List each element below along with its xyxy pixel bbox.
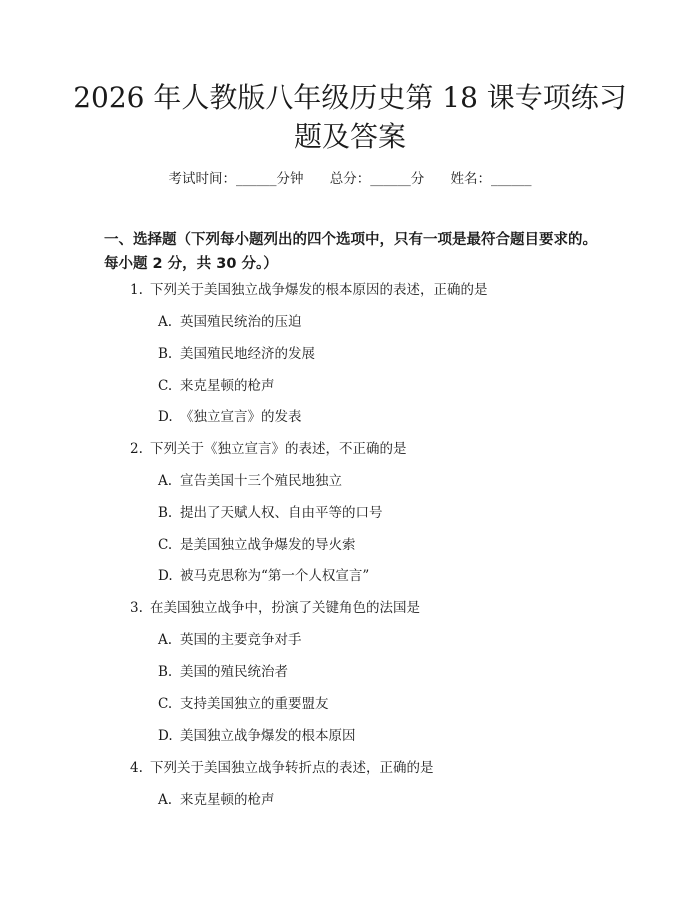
option-text: 来克星顿的枪声 bbox=[180, 792, 275, 808]
total-score-field: 总分：______分 bbox=[329, 171, 425, 187]
option-letter: C. bbox=[158, 378, 173, 394]
option-item bbox=[158, 791, 275, 809]
option-text: 美国殖民地经济的发展 bbox=[180, 346, 315, 362]
option-text: 是美国独立战争爆发的导火索 bbox=[180, 537, 356, 553]
option-item bbox=[158, 504, 383, 522]
option-item bbox=[158, 345, 315, 363]
option-text: 支持美国独立的重要盟友 bbox=[180, 696, 329, 712]
exam-time-field: 考试时间：______分钟 bbox=[168, 171, 304, 187]
option-text: 来克星顿的枪声 bbox=[180, 378, 275, 394]
option-item bbox=[158, 567, 369, 585]
option-letter: A. bbox=[158, 792, 173, 808]
question-number: 1. bbox=[130, 282, 143, 298]
option-item bbox=[158, 727, 356, 745]
exam-info bbox=[0, 170, 700, 188]
question-stem bbox=[130, 759, 434, 777]
option-item bbox=[158, 631, 302, 649]
section-heading: 一、选择题（下列每小题列出的四个选项中，只有一项是最符合题目要求的。每小题 2 分，共 30 分。） bbox=[104, 232, 597, 272]
question-number: 4. bbox=[130, 760, 143, 776]
option-letter: D. bbox=[158, 568, 173, 584]
option-item bbox=[158, 377, 275, 395]
option-text: 美国的殖民统治者 bbox=[180, 664, 288, 680]
option-item bbox=[158, 313, 302, 331]
option-letter: C. bbox=[158, 696, 173, 712]
student-name-field: 姓名：______ bbox=[450, 171, 532, 187]
option-text: 英国殖民统治的压迫 bbox=[180, 314, 302, 330]
question-text: 下列关于美国独立战争爆发的根本原因的表述，正确的是 bbox=[150, 282, 488, 298]
title-line-1: 2026 年人教版八年级历史第 18 课专项练习 bbox=[73, 81, 627, 114]
option-letter: A. bbox=[158, 632, 173, 648]
option-letter: D. bbox=[158, 728, 173, 744]
option-text: 《独立宣言》的发表 bbox=[180, 409, 302, 425]
question-stem bbox=[130, 281, 488, 299]
option-letter: B. bbox=[158, 664, 173, 680]
question-text: 在美国独立战争中，扮演了关键角色的法国是 bbox=[150, 600, 420, 616]
option-text: 宣告美国十三个殖民地独立 bbox=[180, 473, 342, 489]
option-text: 被马克思称为“第一个人权宣言” bbox=[180, 568, 370, 584]
question-number: 3. bbox=[130, 600, 143, 616]
option-item bbox=[158, 663, 288, 681]
option-item bbox=[158, 536, 356, 554]
option-letter: A. bbox=[158, 473, 173, 489]
option-item bbox=[158, 408, 302, 426]
option-item bbox=[158, 472, 342, 490]
option-letter: C. bbox=[158, 537, 173, 553]
option-letter: B. bbox=[158, 346, 173, 362]
option-letter: B. bbox=[158, 505, 173, 521]
option-text: 英国的主要竞争对手 bbox=[180, 632, 302, 648]
question-text: 下列关于《独立宣言》的表述，不正确的是 bbox=[150, 441, 407, 457]
title-line-2: 题及答案 bbox=[293, 120, 406, 153]
option-letter: D. bbox=[158, 409, 173, 425]
option-text: 美国独立战争爆发的根本原因 bbox=[180, 728, 356, 744]
question-number: 2. bbox=[130, 441, 143, 457]
option-text: 提出了天赋人权、自由平等的口号 bbox=[180, 505, 383, 521]
option-letter: A. bbox=[158, 314, 173, 330]
option-item bbox=[158, 695, 329, 713]
question-stem bbox=[130, 440, 407, 458]
question-text: 下列关于美国独立战争转折点的表述，正确的是 bbox=[150, 760, 434, 776]
document-title bbox=[70, 78, 630, 156]
question-stem bbox=[130, 599, 420, 617]
